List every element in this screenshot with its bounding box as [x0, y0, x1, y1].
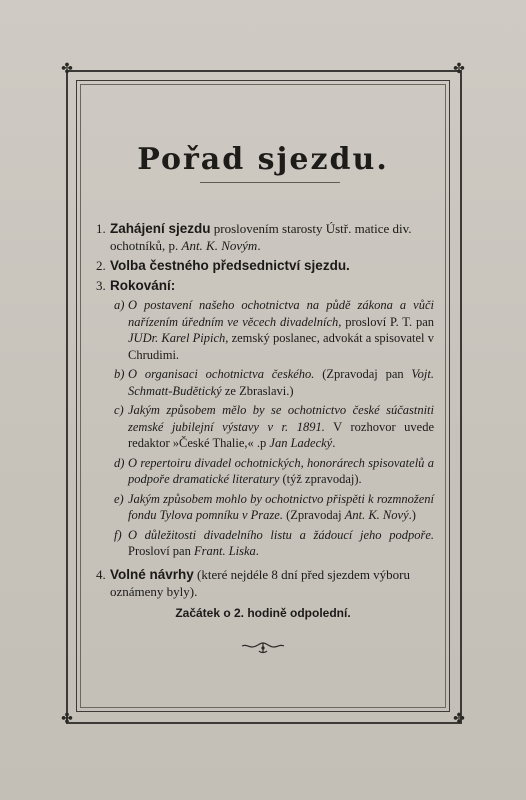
sub-item-text: (týž zpravodaj). [279, 472, 362, 486]
sub-item [96, 297, 434, 363]
sub-item-letter: a) [114, 298, 125, 312]
item-lead: Rokování: [110, 278, 176, 293]
sub-item-tail: . [255, 544, 259, 558]
list-item [96, 566, 434, 600]
document-title: Pořad sjezdu. [137, 142, 389, 177]
sub-item-tail: , zemský poslanec, advokát a spisovatel v Chrudimi. [128, 331, 434, 362]
sub-item-letter: b) [114, 367, 125, 381]
sub-item-person: Vojt. Schmatt-Budětický [128, 367, 434, 398]
sub-item-text: prosloví P. T. pan [341, 314, 434, 329]
sub-item-text: Prosloví pan [128, 544, 194, 558]
program-list [96, 220, 434, 603]
sub-item-text: (Zpravodaj [282, 508, 345, 522]
sub-item [96, 491, 434, 524]
sub-item-topic: O repertoiru divadel ochotnických, honorárech spisovatelů a podpoře dramatické literatury [128, 455, 434, 486]
sub-item-person: Jan Ladecký [269, 436, 333, 450]
sub-item-person: JUDr. Karel Pipich [128, 331, 226, 345]
title-underline [200, 182, 340, 183]
item-person: Ant. K. Novým [181, 238, 258, 253]
sub-item-topic: O organisaci ochotnictva českého. [128, 367, 315, 381]
list-item [96, 220, 434, 254]
item-lead: Volba čestného předsednictví sjezdu. [110, 258, 350, 273]
corner-ornament-icon: ✤ [61, 712, 73, 727]
sub-item-letter: c) [114, 403, 124, 417]
item-number: 3. [96, 278, 106, 293]
sub-item-letter: d) [114, 455, 125, 470]
sub-item-letter: f) [114, 527, 122, 542]
sub-item-topic: O důležitosti divadelního listu a žádoucí jeho podpoře. [128, 527, 434, 542]
start-time-note: Začátek o 2. hodině odpolední. [175, 606, 351, 620]
sub-item [96, 455, 434, 488]
sub-item-tail: . [332, 436, 336, 450]
item-text: proslovením starosty Ústř. matice div. ochotníků, p. [110, 221, 412, 253]
item-lead: Volné návrhy [110, 566, 194, 582]
sub-item-text: (Zpravodaj pan [314, 367, 412, 381]
item-number: 4. [96, 566, 106, 582]
sub-item-person: Ant. K. Nový [344, 508, 409, 522]
sub-item-person: Frant. Liska [193, 544, 256, 558]
list-item [96, 277, 434, 294]
sub-item [96, 527, 434, 560]
list-item [96, 257, 434, 274]
corner-ornament-icon: ✤ [61, 62, 73, 77]
sub-item-text: V rozhovor uvede redaktor »České Thalie,« .p [128, 419, 434, 450]
item-text: (které nejdéle 8 dní před sjezdem výboru oznámeny byly). [110, 566, 411, 599]
sub-item-topic: Jakým způsobem mohlo by ochotnictvo přispěti k rozmnožení fondu Tylova pomníku v Praze. [128, 491, 434, 522]
sub-item-topic: Jakým způsobem mělo by se ochotnictvo české súčastniti zemské jubilejní výstavy v r. 1891. [128, 403, 434, 434]
sub-item-tail: ze Zbraslavi.) [221, 383, 294, 398]
sub-item-tail: .) [408, 508, 416, 522]
item-number: 2. [96, 258, 106, 273]
corner-ornament-icon: ✤ [453, 712, 465, 727]
corner-ornament-icon: ✤ [453, 62, 465, 77]
item-lead: Zahájení sjezdu [110, 221, 211, 236]
item-end: . [257, 238, 261, 253]
sub-item [96, 366, 434, 399]
decorative-ornament-icon [240, 640, 286, 656]
sub-item-topic: O postavení našeho ochotnictva na půdě zákona a vůči nařízením úředním ve věcech divadelních, [128, 298, 434, 329]
item-number: 1. [96, 221, 106, 236]
sub-item-letter: e) [114, 491, 124, 506]
sub-item [96, 402, 434, 452]
